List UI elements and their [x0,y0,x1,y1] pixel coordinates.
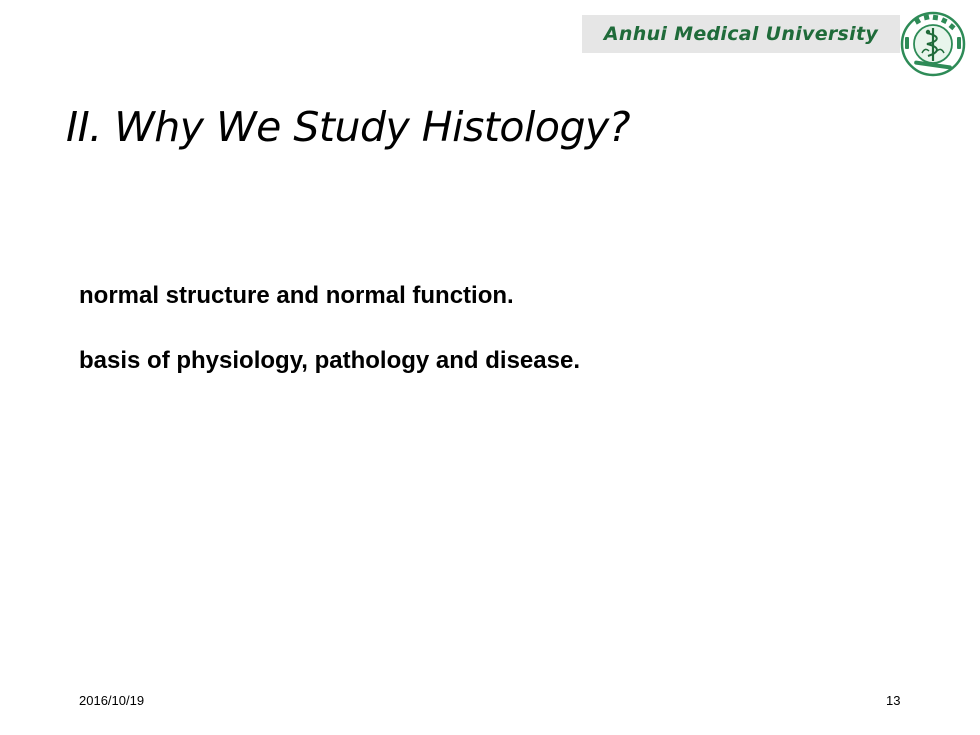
university-seal-icon [900,11,966,77]
page-number: 13 [886,693,901,708]
university-banner [582,15,900,53]
slide-title: II. Why We Study Histology? [66,103,631,151]
bullet-normal-structure: normal structure and normal function. [79,282,514,309]
footer-date: 2016/10/19 [79,693,145,708]
university-name: Anhui Medical University [603,23,879,45]
bullet-basis-of-physiology: basis of physiology, pathology and disease. [79,347,580,374]
